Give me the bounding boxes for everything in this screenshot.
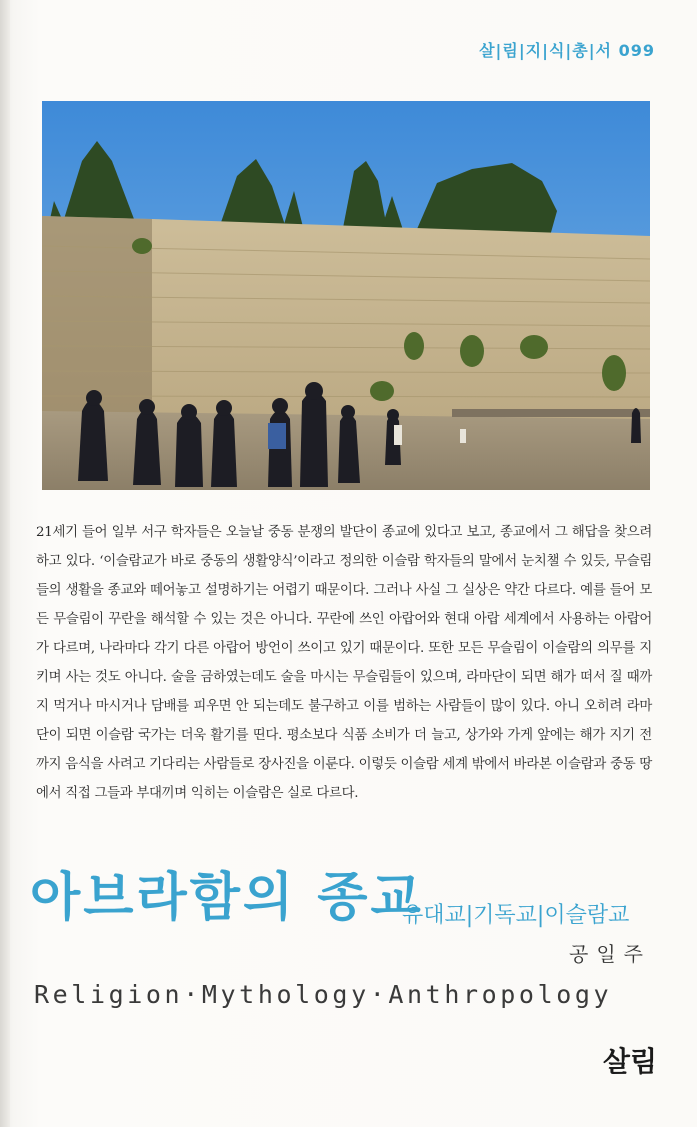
spine-shadow [0, 0, 10, 1127]
synopsis-text: 21세기 들어 일부 서구 학자들은 오늘날 중동 분쟁의 발단이 종교에 있다고 보고, 종교에서 그 해답을 찾으려 하고 있다. ‘이슬람교가 바로 중동의 생활양식’이라고 정의한 이슬람 학자들의 말에서 눈치챌 수 있듯, 무슬림들의 생활을 종교와 떼어놓고 설명하기는 어렵기 때문이다. 그러나 사실 그 실상은 약간 다르다. 예를 들어 모든 무슬림이 꾸란을 해석할 수 있는 것은 아니다. 꾸란에 쓰인 아랍어와 현대 아랍 세계에서 사용하는 아랍어가 다르며, 나라마다 각기 다른 아랍어 방언이 쓰이고 있기 때문이다. 또한 모든 무슬림이 이슬람의 의무를 지키며 사는 것도 아니다. 술을 금하였는데도 술을 마시는 무슬림들이 있으며, 라마단이 되면 해가 떠서 질 때까지 먹거나 마시거나 담배를 피우면 안 되는데도 불구하고 이를 범하는 사람들이 많이 있다. 아니 오히려 라마단이 되면 이슬람 국가는 더욱 활기를 띤다. 평소보다 식품 소비가 더 늘고, 상가와 가게 앞에는 해가 지기 전까지 음식을 사려고 기다리는 사람들로 장사진을 이룬다. 이렇듯 이슬람 세계 밖에서 바라본 이슬람과 중동 땅에서 직접 그들과 부대끼며 익히는 이슬람은 실로 다르다. [36, 525, 652, 801]
publisher-logo: 살림 [602, 1045, 657, 1078]
book-title: 아브라함의 종교 [30, 868, 424, 928]
cover-photo [42, 101, 650, 490]
book-subtitle: 유대교|기독교|이슬람교 [402, 903, 630, 928]
western-wall-photo [42, 101, 650, 490]
series-tagline: Religion·Mythology·Anthropology [34, 980, 613, 1009]
series-label: 살|림|지|식|총|서 099 [479, 41, 655, 60]
author-name: 공일주 [569, 942, 651, 966]
